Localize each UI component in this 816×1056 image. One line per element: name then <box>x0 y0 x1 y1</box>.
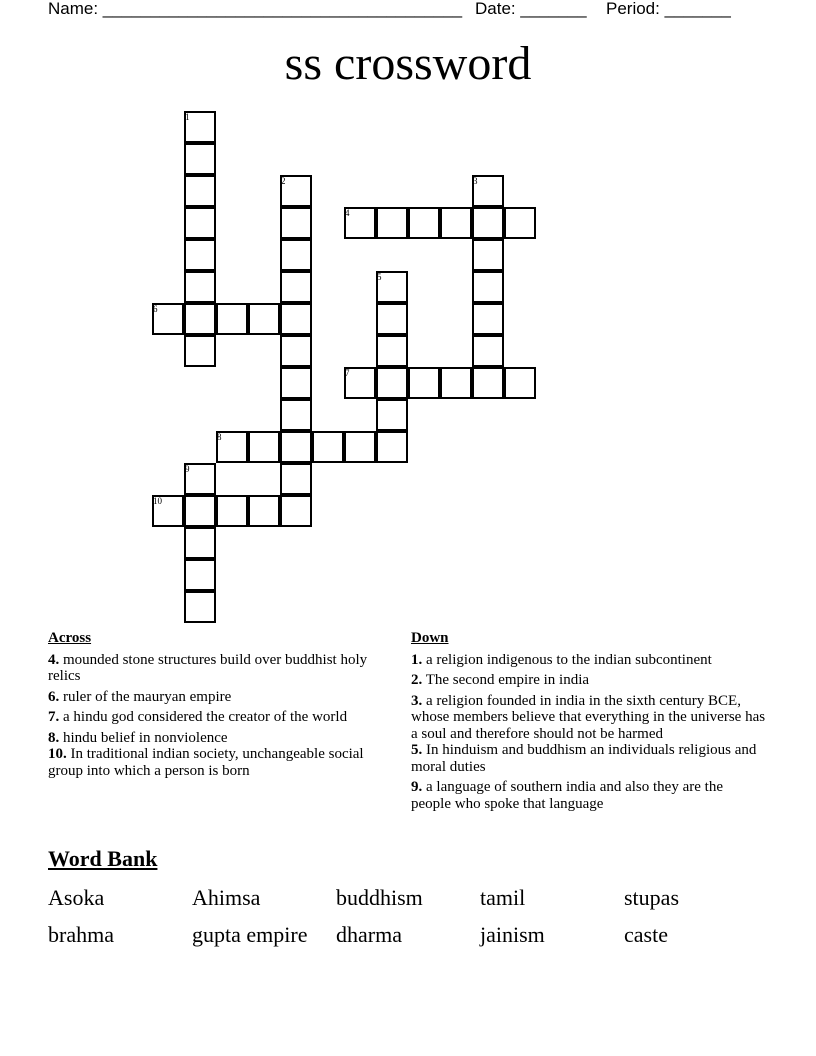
clue-across-6 <box>48 689 388 706</box>
crossword-cell[interactable] <box>280 239 312 271</box>
crossword-cell[interactable] <box>408 367 440 399</box>
crossword-cell[interactable] <box>280 399 312 431</box>
clue-down-3 <box>411 693 766 743</box>
crossword-cell[interactable] <box>280 495 312 527</box>
clue-number-label: 3 <box>473 176 478 186</box>
clue-text: ruler of the mauryan empire <box>63 688 232 705</box>
crossword-cell[interactable] <box>472 239 504 271</box>
crossword-cell[interactable] <box>248 303 280 335</box>
crossword-cell[interactable] <box>408 207 440 239</box>
crossword-cell[interactable] <box>472 207 504 239</box>
clue-number: 1. <box>411 651 423 668</box>
period-field[interactable]: Period: _______ <box>606 0 731 18</box>
down-heading: Down <box>411 630 449 646</box>
clue-text: a hindu god considered the creator of the world <box>63 709 348 725</box>
word-bank-title: Word Bank <box>48 846 158 871</box>
word-bank-item: tamil <box>480 885 526 910</box>
crossword-cell[interactable] <box>248 431 280 463</box>
clue-down-2 <box>411 672 766 689</box>
crossword-cell[interactable] <box>472 367 504 399</box>
word-bank-item: jainism <box>480 922 545 947</box>
crossword-cell[interactable] <box>184 271 216 303</box>
clue-text: hindu belief in nonviolence <box>63 729 228 746</box>
crossword-cell[interactable] <box>344 431 376 463</box>
crossword-cell[interactable] <box>312 431 344 463</box>
crossword-cell[interactable] <box>280 207 312 239</box>
crossword-cell[interactable] <box>184 239 216 271</box>
clue-text: a religion founded in india in the sixth century BCE, whose members believe that everything in the universe has a soul and therefore should not be harmed <box>411 692 766 742</box>
clue-number-label: 4 <box>345 208 350 218</box>
crossword-cell[interactable] <box>376 367 408 399</box>
word-bank-item: dharma <box>336 922 402 947</box>
crossword-cell[interactable] <box>184 207 216 239</box>
clue-number: 6. <box>48 688 60 705</box>
crossword-cell[interactable] <box>376 431 408 463</box>
clue-number: 9. <box>411 779 423 795</box>
crossword-cell[interactable] <box>184 495 216 527</box>
crossword-cell[interactable] <box>280 335 312 367</box>
name-field[interactable]: Name: ______________________________________ <box>48 0 463 18</box>
crossword-cell[interactable] <box>376 399 408 431</box>
clue-number: 7. <box>48 709 60 725</box>
clue-number-label: 1 <box>185 112 190 122</box>
crossword-cell[interactable] <box>280 463 312 495</box>
clue-number-label: 10 <box>153 496 162 506</box>
clue-across-7 <box>48 709 388 726</box>
crossword-cell[interactable] <box>184 175 216 207</box>
clue-number: 8. <box>48 729 60 746</box>
word-bank-item: Ahimsa <box>192 885 261 910</box>
clue-across-10 <box>48 746 388 779</box>
crossword-cell[interactable] <box>248 495 280 527</box>
clue-number: 10. <box>48 746 67 762</box>
word-bank-item: brahma <box>48 922 114 947</box>
word-bank-item: stupas <box>624 885 679 910</box>
crossword-cell[interactable] <box>184 527 216 559</box>
clue-number: 5. <box>411 742 423 758</box>
page-title: ss crossword <box>284 37 532 90</box>
word-bank-item: caste <box>624 922 668 947</box>
clue-number-label: 6 <box>153 304 158 314</box>
clue-text: The second empire in india <box>425 672 590 688</box>
clue-number: 4. <box>48 651 60 668</box>
crossword-cell[interactable] <box>184 591 216 623</box>
crossword-cell[interactable] <box>216 303 248 335</box>
clue-number-label: 7 <box>345 368 350 378</box>
clue-across-4 <box>48 652 388 685</box>
crossword-cell[interactable] <box>280 303 312 335</box>
clue-number: 3. <box>411 692 423 709</box>
crossword-cell[interactable] <box>504 207 536 239</box>
crossword-cell[interactable] <box>472 335 504 367</box>
clue-down-5 <box>411 742 766 775</box>
crossword-cell[interactable] <box>376 335 408 367</box>
down-clues <box>411 630 766 816</box>
word-bank-item: gupta empire <box>192 922 308 947</box>
clue-text: In hinduism and buddhism an individuals religious and moral duties <box>411 742 757 775</box>
header <box>48 0 768 20</box>
clue-number-label: 9 <box>185 464 190 474</box>
clue-number-label: 8 <box>217 432 222 442</box>
word-bank-item: Asoka <box>48 885 105 910</box>
crossword-cell[interactable] <box>376 207 408 239</box>
word-bank-item: buddhism <box>336 885 423 910</box>
crossword-cell[interactable] <box>472 303 504 335</box>
clue-number-label: 5 <box>377 272 382 282</box>
clue-text: a religion indigenous to the indian subcontinent <box>426 651 712 668</box>
clue-across-8 <box>48 730 388 747</box>
crossword-cell[interactable] <box>472 271 504 303</box>
crossword-cell[interactable] <box>440 207 472 239</box>
across-heading: Across <box>48 630 92 646</box>
crossword-cell[interactable] <box>280 367 312 399</box>
crossword-cell[interactable] <box>376 303 408 335</box>
clue-down-1 <box>411 652 766 669</box>
crossword-cell[interactable] <box>440 367 472 399</box>
clue-number-label: 2 <box>281 176 286 186</box>
crossword-cell[interactable] <box>184 303 216 335</box>
across-clues <box>48 630 388 783</box>
clue-text: In traditional indian society, unchangeable social group into which a person is born <box>48 746 364 779</box>
crossword-cell[interactable] <box>184 335 216 367</box>
crossword-cell[interactable] <box>184 143 216 175</box>
clue-number: 2. <box>411 672 423 688</box>
date-field[interactable]: Date: _______ <box>475 0 587 18</box>
clue-down-9 <box>411 779 766 812</box>
crossword-cell[interactable] <box>184 559 216 591</box>
clue-text: a language of southern india and also they are the people who spoke that language <box>411 779 723 812</box>
crossword-cell[interactable] <box>216 495 248 527</box>
crossword-cell[interactable] <box>280 431 312 463</box>
clue-text: mounded stone structures build over buddhist holy relics <box>48 651 368 684</box>
crossword-cell[interactable] <box>280 271 312 303</box>
crossword-cell[interactable] <box>504 367 536 399</box>
